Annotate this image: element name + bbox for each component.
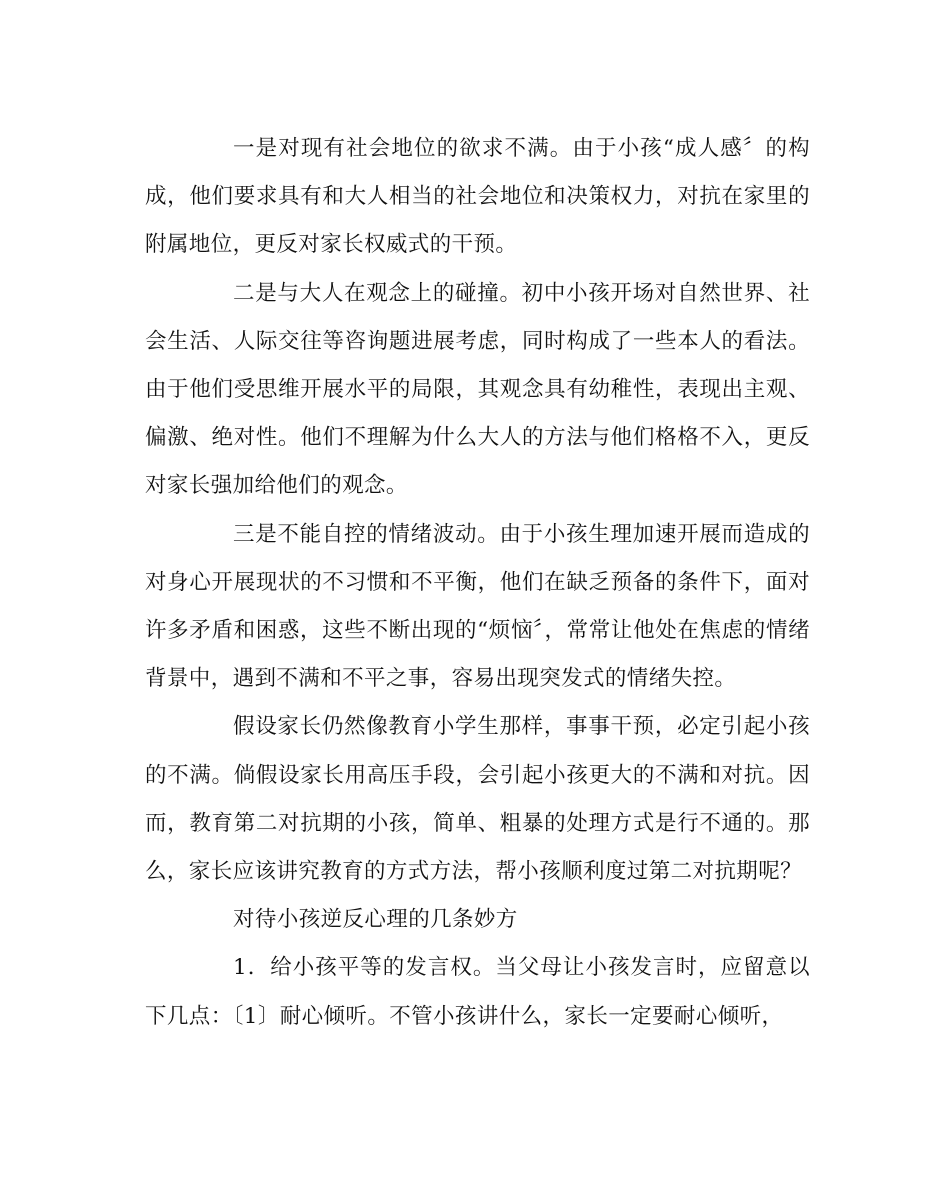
paragraph-2: 二是与大人在观念上的碰撞。初中小孩开场对自然世界、社会生活、人际交往等咨询题进展考虑，同时构成了一些本人的看法。由于他们受思维开展水平的局限，其观念具有幼稚性，表现出主观、偏激、绝对性。他们不理解为什么大人的方法与他们格格不入，更反对家长强加给他们的观念。 xyxy=(145,280,810,499)
paragraph-4: 假设家长仍然像教育小学生那样，事事干预，必定引起小孩的不满。倘假设家长用高压手段，会引起小孩更大的不满和对抗。因而，教育第二对抗期的小孩，简单、粗暴的处理方式是行不通的。那么，家长应该讲究教育的方式方法，帮小孩顺利度过第二对抗期呢？ xyxy=(145,714,810,885)
document-body xyxy=(145,125,810,1041)
paragraph-3: 三是不能自控的情绪波动。由于小孩生理加速开展而造成的对身心开展现状的不习惯和不平衡，他们在缺乏预备的条件下，面对许多矛盾和困惑，这些不断出现的“烦恼〞，常常让他处在焦虑的情绪背景中，遇到不满和不平之事，容易出现突发式的情绪失控。 xyxy=(145,521,810,692)
paragraph-5: 1．给小孩平等的发言权。当父母让小孩发言时，应留意以下几点：〔1〕耐心倾听。不管小孩讲什么，家长一定要耐心倾听， xyxy=(145,955,810,1029)
section-heading: 对待小孩逆反心理的几条妙方 xyxy=(233,907,518,933)
paragraph-1: 一是对现有社会地位的欲求不满。由于小孩“成人感〞的构成，他们要求具有和大人相当的社会地位和决策权力，对抗在家里的附属地位，更反对家长权威式的干预。 xyxy=(145,136,810,258)
